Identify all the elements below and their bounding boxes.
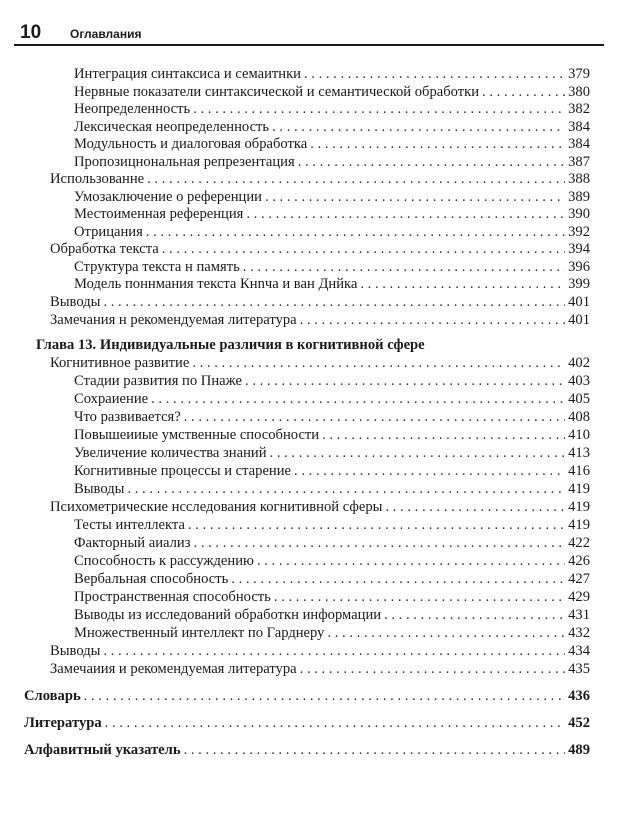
leader-dots [151,391,565,408]
toc-entry-page: 394 [568,241,590,257]
toc-entry [50,241,590,258]
leader-dots [231,571,565,588]
toc-entry-title: Выводы [50,643,101,659]
toc-entry [74,427,590,444]
toc-entry-title: Отрицания [74,224,143,240]
toc-entry [74,553,590,570]
toc-entry-title: Модульность и диалоговая обработка [74,136,308,152]
leader-dots [384,607,565,624]
toc-entry-page: 399 [568,276,590,292]
toc-entry [50,294,590,311]
toc-entry [74,535,590,552]
leader-dots [245,373,565,390]
toc-entry-page: 382 [568,101,590,117]
leader-dots [162,241,565,258]
toc-entry-title: Пространственная способность [74,589,271,605]
toc-entry [74,463,590,480]
leader-dots [188,517,565,534]
running-head: Оглавлания [70,27,142,41]
toc-entry-title: Выводы [50,294,101,310]
toc-entry-page: 419 [568,517,590,533]
page-number: 10 [20,22,42,43]
leader-dots [270,445,566,462]
toc-section-title: Словарь [24,688,81,704]
leader-dots [385,499,565,516]
toc-entry-page: 401 [568,312,590,328]
leader-dots [274,589,565,606]
toc-entry [74,189,590,206]
toc-entry-title: Структура текста н память [74,259,240,275]
toc-entry-title: Множественный интеллект по Гарднеру [74,625,325,641]
toc-entry-title: Психометрические нсследования когнитивной сферы [50,499,383,515]
toc-entry-page: 416 [568,463,590,479]
page-header [14,24,604,46]
chapter-heading [36,337,590,354]
toc-entry [74,276,590,293]
toc-entry [50,312,590,329]
toc-entry-page: 403 [568,373,590,389]
chapter-title: Глава 13. Индивидуальные различия в когнитивной сфере [36,337,425,353]
toc-entry-title: Обработка текста [50,241,159,257]
toc-entry [74,136,590,153]
toc-entry-page: 408 [568,409,590,425]
toc-entry-title: Местоименная референция [74,206,244,222]
toc-entry-page: 429 [568,589,590,605]
toc-entry-title: Когнитивные процессы и старение [74,463,292,479]
leader-dots [184,742,566,759]
leader-dots [298,154,565,171]
toc-section-title: Литература [24,715,102,731]
toc-entry-page: 434 [568,643,590,659]
leader-dots [304,66,565,83]
toc-entry [74,445,590,462]
leader-dots [243,259,565,276]
leader-dots [192,355,565,372]
toc-entry-page: 419 [568,481,590,497]
toc-section [24,715,590,732]
toc-entry-page: 384 [568,136,590,152]
leader-dots [193,101,565,118]
leader-dots [327,625,565,642]
leader-dots [103,643,565,660]
toc-entry [74,625,590,642]
toc-entry-title: Замечаиия и рекомендуемая литература [50,661,297,677]
toc-entry-title: Лексическая неопределенность [74,119,270,135]
leader-dots [146,224,565,241]
toc-entry-title: Способность к рассуждению [74,553,254,569]
leader-dots [272,119,565,136]
toc-entry-title: Интеграция синтаксиса и семаитнки [74,66,301,82]
toc-entry-page: 379 [568,66,590,82]
toc-section-page: 489 [568,742,590,758]
leader-dots [294,463,565,480]
toc-entry-title: Выводы [74,481,125,497]
toc-entry-title: Когнитивное развитие [50,355,190,371]
toc-entry-title: Использованне [50,171,145,187]
toc-entry [74,206,590,223]
toc-section-title: Алфавитный указатель [24,742,181,758]
toc-entry [50,171,590,188]
toc-entry [74,481,590,498]
leader-dots [184,409,565,426]
leader-dots [84,688,565,705]
toc-section-page: 436 [568,688,590,704]
toc-entry-page: 413 [568,445,590,461]
toc-entry-page: 396 [568,259,590,275]
toc-entry-page: 390 [568,206,590,222]
toc-entry [74,224,590,241]
toc-entry-page: 419 [568,499,590,515]
toc-entry-title: Модель поннмания текста Кнnча и ван Днйка [74,276,358,292]
leader-dots [194,535,566,552]
leader-dots [246,206,565,223]
toc-entry-title: Неопределенность [74,101,191,117]
toc-entry-page: 401 [568,294,590,310]
toc-entry [74,259,590,276]
toc-entry [74,391,590,408]
toc-section [24,742,590,759]
toc-entry-title: Факторный аиализ [74,535,191,551]
toc-entry [74,154,590,171]
leader-dots [265,189,565,206]
toc-entry-title: Тесты интеллекта [74,517,185,533]
toc-entry-page: 380 [568,84,590,100]
toc-entry-page: 387 [568,154,590,170]
leader-dots [103,294,565,311]
toc-entry-title: Умозаключение о референции [74,189,262,205]
toc-entry [74,373,590,390]
toc-entry-page: 405 [568,391,590,407]
toc-entry-page: 426 [568,553,590,569]
toc-entry [74,571,590,588]
toc-entry-title: Пропозицнональная репрезентация [74,154,295,170]
toc-entry [74,66,590,83]
toc-entry-page: 422 [568,535,590,551]
toc-entry [74,101,590,118]
toc-entry-title: Вербальная способность [74,571,229,587]
toc-entry-title: Что развивается? [74,409,181,425]
toc-entry-page: 432 [568,625,590,641]
toc-entry [50,355,590,372]
toc-entry-title: Нервные показатели синтаксической и семантической обработки [74,84,480,100]
toc-entry-page: 410 [568,427,590,443]
leader-dots [300,661,565,678]
toc-entry-page: 435 [568,661,590,677]
leader-dots [105,715,565,732]
leader-dots [300,312,565,329]
toc-entry [74,607,590,624]
leader-dots [257,553,565,570]
toc-entry-title: Увеличение количества знаний [74,445,267,461]
toc-entry [50,643,590,660]
toc-entry-title: Выводы из исследований обработкн информации [74,607,382,623]
toc-entry [74,409,590,426]
toc-entry-page: 392 [568,224,590,240]
leader-dots [482,84,565,101]
toc-entry-title: Сохраиение [74,391,149,407]
leader-dots [322,427,565,444]
toc-section-page: 452 [568,715,590,731]
toc-entry [74,84,590,101]
leader-dots [310,136,565,153]
toc-entry [74,517,590,534]
toc-entry-page: 388 [568,171,590,187]
toc-entry-page: 431 [568,607,590,623]
toc-entry-page: 389 [568,189,590,205]
toc-section [24,688,590,705]
toc-entry [50,499,590,516]
toc-entry-page: 384 [568,119,590,135]
toc-entry [74,589,590,606]
leader-dots [360,276,565,293]
toc-entry-page: 427 [568,571,590,587]
toc-entry-page: 402 [568,355,590,371]
toc-entry [74,119,590,136]
toc-entry-title: Стадии развития по Пнаже [74,373,243,389]
leader-dots [147,171,565,188]
leader-dots [127,481,565,498]
toc-entry [50,661,590,678]
toc-entry-title: Повышеииые умственные способности [74,427,320,443]
toc-entry-title: Замечания н рекомендуемая литература [50,312,297,328]
